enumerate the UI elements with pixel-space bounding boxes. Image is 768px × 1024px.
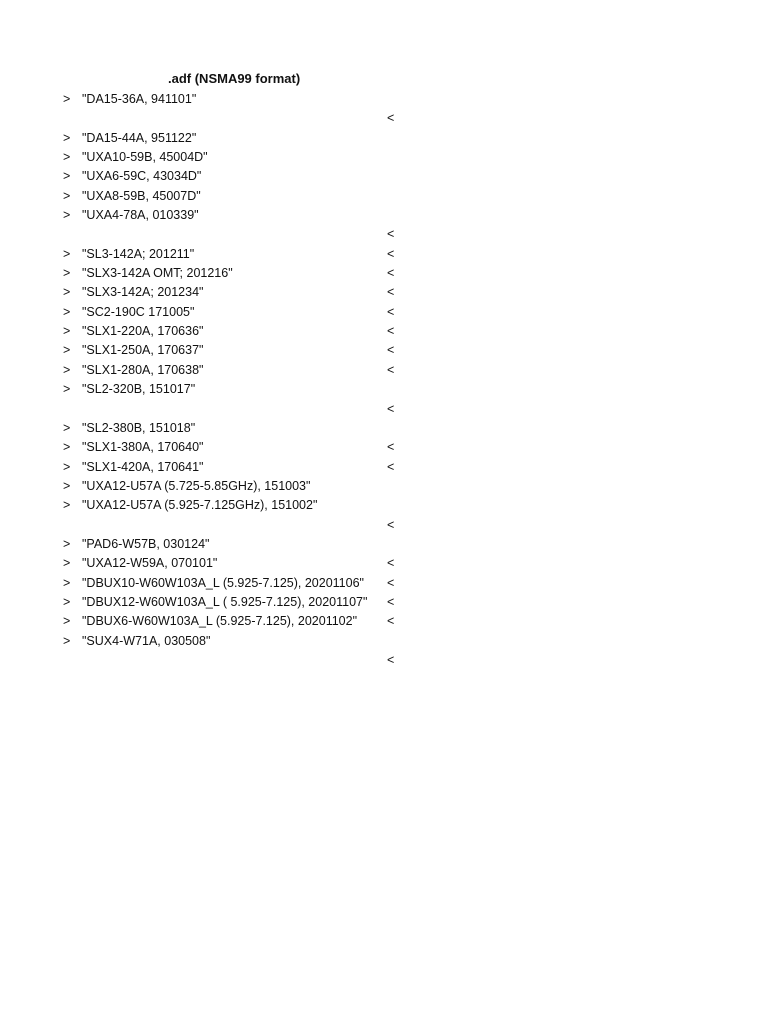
- lt-marker: <: [387, 227, 395, 242]
- gt-marker: >: [63, 343, 71, 358]
- lt-marker: <: [387, 343, 395, 358]
- list-item: [0, 167, 768, 186]
- lt-marker: <: [387, 304, 395, 319]
- list-item: [0, 593, 768, 612]
- lt-marker: <: [387, 459, 395, 474]
- list-item: [0, 612, 768, 631]
- gt-marker: >: [63, 498, 71, 513]
- gt-marker: >: [63, 266, 71, 281]
- list-item: [0, 148, 768, 167]
- list-item: [0, 574, 768, 593]
- gt-marker: >: [63, 420, 71, 435]
- gt-marker: >: [63, 459, 71, 474]
- antenna-entry: "SL2-380B, 151018": [82, 420, 196, 435]
- list-item: [0, 554, 768, 573]
- gt-marker: >: [63, 285, 71, 300]
- list-item: [0, 400, 768, 419]
- gt-marker: >: [63, 92, 71, 106]
- gt-marker: >: [63, 556, 71, 571]
- antenna-entry: "SLX1-380A, 170640": [82, 440, 204, 455]
- antenna-entry: "UXA6-59C, 43034D": [82, 169, 202, 184]
- lt-marker: <: [387, 575, 395, 590]
- list-item: [0, 322, 768, 341]
- lt-marker: <: [387, 246, 395, 261]
- list-item: [0, 129, 768, 148]
- antenna-entry: "SLX1-420A, 170641": [82, 459, 204, 474]
- list-item: [0, 651, 768, 670]
- gt-marker: >: [63, 324, 71, 339]
- list-item: [0, 496, 768, 515]
- antenna-entry: "DBUX6-W60W103A_L (5.925-7.125), 20201102": [82, 614, 358, 629]
- list-item: [0, 516, 768, 535]
- gt-marker: >: [63, 362, 71, 377]
- lt-marker: <: [387, 556, 395, 571]
- antenna-entry: "SL3-142A; 201211": [82, 246, 195, 261]
- gt-marker: >: [63, 188, 71, 203]
- antenna-entry: "DA15-44A, 951122": [82, 130, 197, 145]
- antenna-entry: "SLX3-142A; 201234": [82, 285, 204, 300]
- antenna-entry: "UXA8-59B, 45007D": [82, 188, 201, 203]
- lt-marker: <: [387, 652, 395, 667]
- list-item: [0, 477, 768, 496]
- list-item: [0, 535, 768, 554]
- list-item: [0, 458, 768, 477]
- list-item: [0, 361, 768, 380]
- list-item: [0, 419, 768, 438]
- gt-marker: >: [63, 208, 71, 223]
- list-item: [0, 303, 768, 322]
- gt-marker: >: [63, 614, 71, 629]
- gt-marker: >: [63, 382, 71, 397]
- antenna-entry: "SLX1-250A, 170637": [82, 343, 204, 358]
- gt-marker: >: [63, 440, 71, 455]
- antenna-entry: "DA15-36A, 941101": [82, 92, 197, 106]
- lt-marker: <: [387, 614, 395, 629]
- lt-marker: <: [387, 594, 395, 609]
- list-item: [0, 90, 768, 109]
- gt-marker: >: [63, 130, 71, 145]
- antenna-entry: "UXA12-U57A (5.925-7.125GHz), 151002": [82, 498, 318, 513]
- list-item: [0, 380, 768, 399]
- gt-marker: >: [63, 246, 71, 261]
- antenna-entry: "SLX1-280A, 170638": [82, 362, 204, 377]
- lt-marker: <: [387, 440, 395, 455]
- antenna-entry: "SLX3-142A OMT; 201216": [82, 266, 233, 281]
- list-item: [0, 438, 768, 457]
- antenna-entry: "UXA12-W59A, 070101": [82, 556, 218, 571]
- gt-marker: >: [63, 633, 71, 648]
- antenna-list: [0, 90, 768, 670]
- gt-marker: >: [63, 575, 71, 590]
- list-item: [0, 341, 768, 360]
- list-item: [0, 264, 768, 283]
- lt-marker: <: [387, 401, 395, 416]
- antenna-entry: "UXA4-78A, 010339": [82, 208, 199, 223]
- gt-marker: >: [63, 594, 71, 609]
- list-item: [0, 632, 768, 651]
- antenna-entry: "SUX4-W71A, 030508": [82, 633, 211, 648]
- list-item: [0, 109, 768, 128]
- antenna-entry: "DBUX10-W60W103A_L (5.925-7.125), 20201106": [82, 575, 364, 590]
- antenna-entry: "SL2-320B, 151017": [82, 382, 196, 397]
- antenna-entry: "UXA10-59B, 45004D": [82, 150, 208, 165]
- lt-marker: <: [387, 285, 395, 300]
- lt-marker: <: [387, 266, 395, 281]
- lt-marker: <: [387, 517, 395, 532]
- lt-marker: <: [387, 324, 395, 339]
- antenna-entry: "SLX1-220A, 170636": [82, 324, 204, 339]
- antenna-entry: "SC2-190C 171005": [82, 304, 195, 319]
- antenna-entry: "UXA12-U57A (5.725-5.85GHz), 151003": [82, 478, 311, 493]
- gt-marker: >: [63, 304, 71, 319]
- antenna-entry: "PAD6-W57B, 030124": [82, 536, 210, 551]
- list-item: [0, 206, 768, 225]
- gt-marker: >: [63, 478, 71, 493]
- document-title: .adf (NSMA99 format): [168, 71, 301, 86]
- gt-marker: >: [63, 536, 71, 551]
- list-item: [0, 225, 768, 244]
- gt-marker: >: [63, 150, 71, 165]
- list-item: [0, 283, 768, 302]
- antenna-entry: "DBUX12-W60W103A_L ( 5.925-7.125), 20201107": [82, 594, 368, 609]
- lt-marker: <: [387, 111, 395, 126]
- list-item: [0, 245, 768, 264]
- lt-marker: <: [387, 362, 395, 377]
- gt-marker: >: [63, 169, 71, 184]
- list-item: [0, 187, 768, 206]
